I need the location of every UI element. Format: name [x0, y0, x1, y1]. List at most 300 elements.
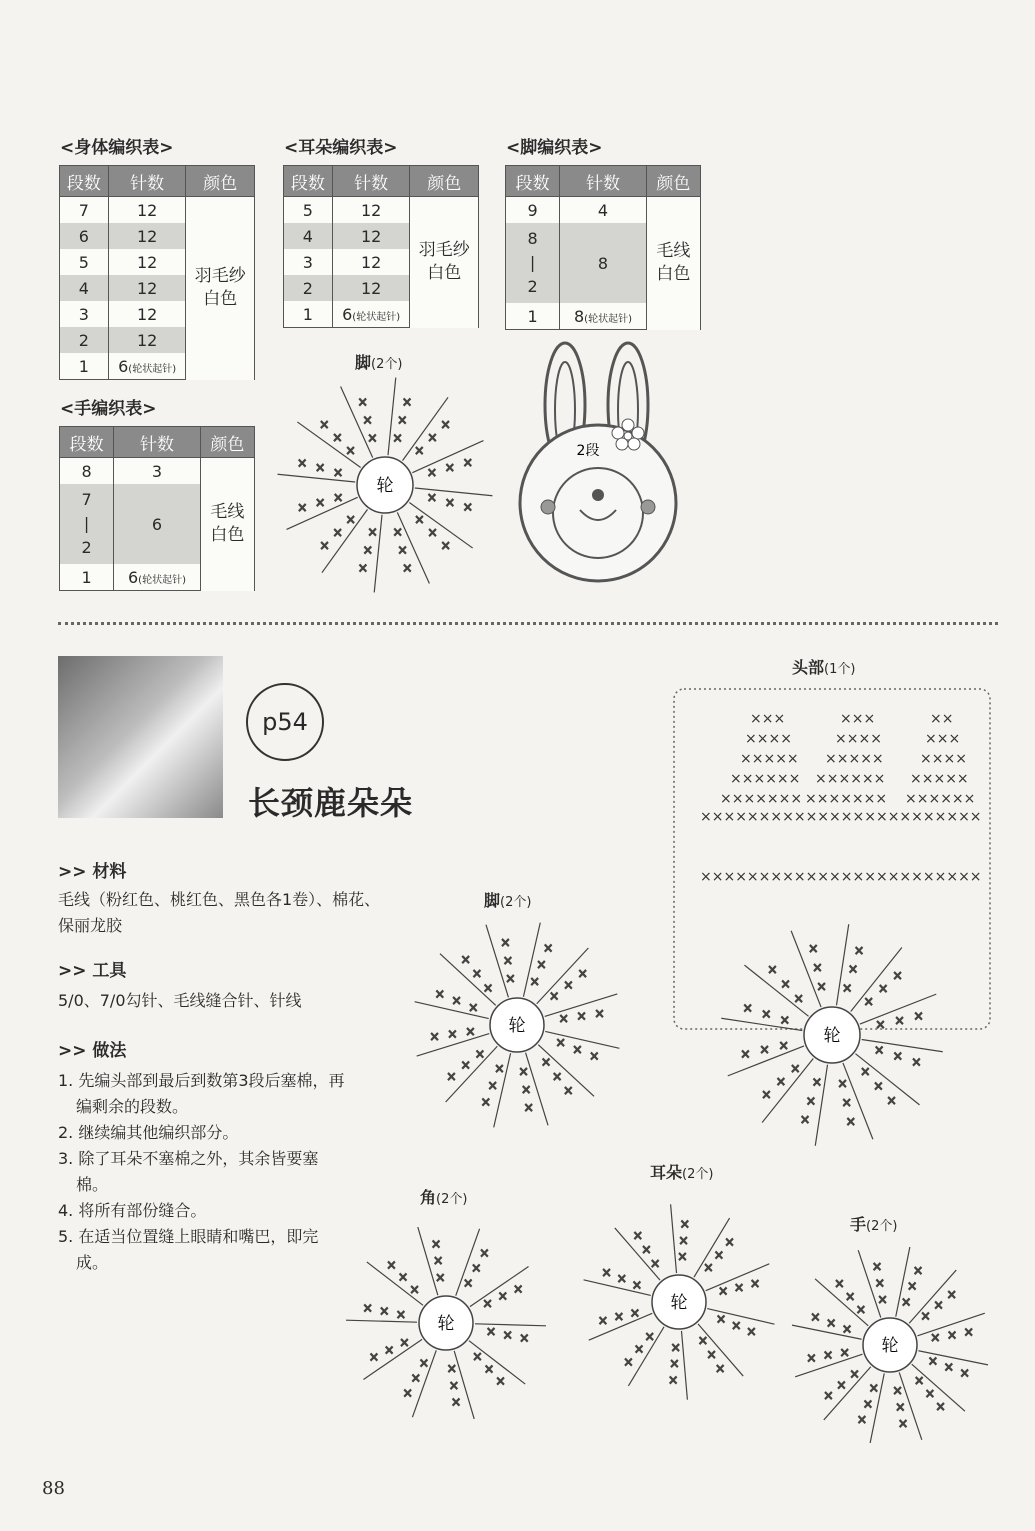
yarn-color	[200, 458, 254, 591]
stitch-mark: ×	[519, 1330, 530, 1345]
stitch-num: 3	[114, 458, 201, 485]
hand-table-title: <手编织表>	[60, 399, 157, 419]
stitch-mark: ×××××××	[720, 791, 803, 807]
stitch-mark: ×	[668, 1373, 679, 1388]
stitch-mark: ×	[806, 1350, 817, 1365]
head-stitch-diagram	[670, 685, 995, 1150]
stitch-mark: ××××××××××××××××××××××××	[700, 809, 982, 825]
stitch-mark: ××	[930, 711, 954, 727]
stitch-mark: ×	[482, 1296, 493, 1311]
stitch-mark: ×	[894, 1013, 905, 1028]
stitch-mark: ×	[468, 1000, 479, 1015]
stitch-mark: ×	[678, 1233, 689, 1248]
stitch-mark: ×	[500, 935, 511, 950]
stitch-mark: ×	[634, 1342, 645, 1357]
row-marker-label: 2段	[576, 443, 600, 459]
row-num: 3	[60, 301, 109, 327]
stitch-mark: ×	[897, 1416, 909, 1431]
stitch-mark: ×	[629, 1305, 640, 1320]
stitch-mark: ×	[775, 1074, 786, 1089]
stitch-mark: ×	[697, 1333, 708, 1348]
stitch-mark: ×	[871, 1259, 883, 1274]
ear-diagram-label	[650, 1160, 713, 1183]
stitch-mark: ×	[549, 988, 560, 1003]
stitch-mark: ×	[495, 1374, 506, 1389]
stitch-num: 12	[108, 223, 186, 249]
stitch-mark: ×	[576, 1008, 587, 1023]
row-num: 8	[60, 458, 114, 485]
col-rows: 段数	[284, 166, 333, 197]
stitch-mark: ×	[946, 1327, 958, 1342]
stitch-mark: ×	[650, 1256, 661, 1271]
hand-diagram-label	[850, 1212, 897, 1235]
stitch-mark: ×	[451, 993, 462, 1008]
stitch-mark: ×	[963, 1325, 974, 1340]
stitch-mark: ×	[812, 960, 823, 975]
stitch-mark: ×	[379, 1304, 390, 1319]
stitch-mark: ×	[333, 490, 344, 505]
stitch-mark: ×	[856, 1412, 867, 1427]
stitch-mark: ××××××	[815, 771, 886, 787]
yarn-color-text: 毛线 白色	[210, 502, 245, 546]
row-num: 1	[284, 301, 333, 328]
row-num: 4	[284, 223, 333, 249]
stitch-mark: ×	[601, 1265, 612, 1280]
diagram-name: 手	[850, 1215, 867, 1234]
stitch-mark: ×	[427, 525, 438, 540]
ring-label: 轮	[881, 1336, 899, 1356]
row-num: 1	[60, 353, 109, 380]
stitch-mark: ×	[863, 994, 874, 1009]
stitch-mark: ×××××	[910, 771, 969, 787]
row-num: 6	[60, 223, 109, 249]
stitch-mark: ×	[706, 1347, 717, 1362]
stitch-mark: ×	[367, 524, 378, 539]
stitch-mark: ×	[395, 1307, 406, 1322]
stitch-mark: ××××××××××××××××××××××××	[700, 869, 982, 885]
foot-stitch-diagram	[405, 915, 630, 1140]
yarn-color	[186, 197, 255, 380]
stitch-mark: ×	[761, 1006, 772, 1021]
stitch-num: 12	[332, 197, 410, 224]
giraffe-photo	[58, 656, 223, 818]
step-item: 4. 将所有部份缝合。	[58, 1201, 207, 1220]
stitch-mark: ×	[594, 1006, 605, 1021]
stitch-mark: ×	[513, 1282, 524, 1297]
stitch-mark: ×	[886, 1093, 897, 1108]
stitch-mark: ×	[392, 524, 403, 539]
col-color: 颜色	[186, 166, 255, 197]
stitch-mark: ×	[427, 430, 438, 445]
stitch-num: 8	[560, 223, 647, 303]
yarn-color	[646, 197, 700, 330]
step-item: 2. 继续编其他编织部分。	[58, 1123, 239, 1142]
stitch-mark: ×	[460, 1058, 471, 1073]
stitch-mark: ×	[435, 1270, 446, 1285]
stitch-mark: ×	[552, 1069, 563, 1084]
stitch-mark: ×	[446, 1069, 457, 1084]
stitch-mark: ×	[333, 465, 344, 480]
stitch-mark: ×	[447, 1027, 458, 1042]
stitch-mark: ×	[848, 962, 859, 977]
col-stitches: 针数	[332, 166, 410, 197]
row-num: 1	[60, 564, 114, 591]
stitch-mark: ×	[429, 1029, 440, 1044]
stitch-mark: ×	[855, 1302, 866, 1317]
stitch-mark: ×	[460, 952, 471, 967]
stitch-mark: ×	[502, 1327, 513, 1342]
stitch-mark: ×	[877, 1292, 888, 1307]
ring-label: 轮	[823, 1026, 841, 1046]
row-range: 7 | 2	[60, 484, 114, 564]
stitch-mark: ×	[779, 1012, 790, 1027]
diagram-count: (2个)	[500, 895, 532, 910]
stitch-mark: ×	[418, 1356, 429, 1371]
yarn-color	[410, 197, 479, 328]
stitch-mark: ×	[297, 455, 308, 470]
method-steps	[58, 1068, 348, 1276]
stitch-mark: ×	[805, 1093, 816, 1108]
row-num: 9	[506, 197, 560, 224]
stitch-num: 12	[108, 301, 186, 327]
stitch-mark: ×××××	[740, 751, 799, 767]
diagram-count: (1个)	[824, 662, 856, 677]
ring-start-note: (轮状起针)	[138, 574, 186, 586]
foot-diagram-label	[484, 888, 531, 911]
stitch-mark: ×	[362, 1301, 373, 1316]
stitch-mark: ×	[845, 1289, 856, 1304]
stitch-mark: ×	[426, 465, 437, 480]
stitch-mark: ×	[907, 1279, 918, 1294]
stitch-mark: ×	[616, 1271, 627, 1286]
stitch-mark: ×	[808, 941, 819, 956]
stitch-mark: ×	[613, 1309, 624, 1324]
stitch-mark: ×	[713, 1247, 724, 1262]
stitch-mark: ×	[731, 1318, 742, 1333]
stitch-mark: ×	[853, 943, 865, 958]
stitch-mark: ×	[669, 1356, 680, 1371]
stitch-mark: ××××××	[905, 791, 976, 807]
stitch-mark: ×	[644, 1329, 655, 1344]
stitch-mark: ×	[448, 1378, 459, 1393]
stitch-mark: ×××××××	[805, 791, 888, 807]
stitch-mark: ×	[462, 500, 473, 515]
stitch-mark: ×	[397, 1270, 409, 1285]
stitch-mark: ×	[523, 1100, 534, 1115]
stitch-mark: ×	[842, 980, 853, 995]
hand-knit-table	[59, 426, 255, 591]
yarn-color-text: 羽毛纱 白色	[418, 240, 470, 284]
stitch-num	[332, 301, 410, 328]
ring-label: 轮	[508, 1016, 526, 1036]
stitch-mark: ×	[742, 1000, 753, 1015]
stitch-mark: ×	[362, 542, 373, 557]
stitch-mark: ×	[319, 417, 330, 432]
row-num: 5	[284, 197, 333, 224]
stitch-mark: ×	[927, 1354, 938, 1369]
stitch-mark: ×	[345, 443, 356, 458]
method-heading: >> 做法	[58, 1041, 127, 1061]
ring-start-note: (轮状起针)	[584, 313, 632, 325]
stitch-mark: ×	[799, 1112, 811, 1127]
stitch-num	[108, 353, 186, 380]
col-stitches: 针数	[108, 166, 186, 197]
stitch-mark: ×	[849, 1367, 860, 1382]
stitch-mark: ××××	[920, 751, 967, 767]
stitch-mark: ×	[482, 980, 494, 995]
col-stitches: 针数	[560, 166, 647, 197]
ring-start-note: (轮状起针)	[352, 311, 401, 323]
stitch-mark: ×	[479, 1246, 490, 1261]
row-num: 4	[60, 275, 109, 301]
ear-knit-table	[283, 165, 479, 328]
row-num: 1	[506, 303, 560, 330]
stitch-mark: ×	[816, 979, 827, 994]
stitch-mark: ××××××	[730, 771, 801, 787]
stitch-value: 6	[127, 567, 139, 587]
stitch-mark: ×	[563, 1083, 574, 1098]
stitch-mark: ×	[823, 1388, 834, 1403]
stitch-mark: ×	[505, 971, 516, 986]
stitch-mark: ×	[472, 1349, 483, 1364]
col-rows: 段数	[60, 166, 109, 197]
stitch-mark: ×	[399, 1335, 410, 1350]
stitch-mark: ×	[577, 966, 588, 981]
row-num: 2	[284, 275, 333, 301]
stitch-mark: ×	[444, 460, 455, 475]
stitch-mark: ×	[759, 1042, 770, 1057]
stitch-mark: ×	[558, 1011, 569, 1026]
stitch-value: 6	[118, 356, 129, 376]
stitch-mark: ×	[368, 1349, 379, 1364]
stitch-mark: ×	[397, 413, 408, 428]
horn-diagram-label	[420, 1185, 467, 1208]
ring-label: 轮	[670, 1293, 688, 1313]
hand-stitch-diagram	[785, 1235, 995, 1450]
spoke-line	[346, 1320, 417, 1322]
rabbit-head-illustration	[510, 335, 690, 605]
ear-table-title: <耳朵编织表>	[284, 138, 398, 158]
horn-stitch-diagram	[340, 1215, 555, 1430]
ear-stitch-diagram	[575, 1190, 785, 1405]
stitch-mark: ×	[402, 1385, 413, 1400]
section-divider	[58, 622, 998, 625]
ring-start-note: (轮状起针)	[128, 363, 177, 375]
stitch-mark: ×	[670, 1340, 681, 1355]
row-num: 2	[60, 327, 109, 353]
col-color: 颜色	[200, 427, 254, 458]
stitch-mark: ×	[367, 431, 378, 446]
stitch-num: 12	[108, 275, 186, 301]
stitch-mark: ×	[868, 1380, 879, 1395]
foot-table-title: <脚编织表>	[506, 138, 603, 158]
stitch-mark: ×	[911, 1055, 922, 1070]
stitch-mark: ×	[518, 1064, 529, 1079]
stitch-mark: ×	[540, 1055, 552, 1070]
diagram-name: 耳朵	[650, 1163, 683, 1182]
stitch-mark: ×	[384, 1342, 395, 1357]
stitch-mark: ×	[740, 1046, 751, 1061]
stitch-mark: ×	[822, 1348, 834, 1363]
diagram-count: (2个)	[371, 357, 403, 372]
materials-heading: >> 材料	[58, 862, 127, 882]
stitch-mark: ×	[750, 1276, 761, 1291]
stitch-mark: ×	[933, 1298, 944, 1313]
stitch-mark: ×××××	[825, 751, 884, 767]
stitch-mark: ×	[913, 1009, 924, 1024]
stitch-mark: ×	[502, 953, 513, 968]
row-range: 8 | 2	[506, 223, 560, 303]
spoke-line	[681, 1331, 687, 1400]
stitch-mark: ×	[555, 1035, 566, 1050]
stitch-mark: ×	[895, 1399, 906, 1414]
stitch-mark: ×	[920, 1308, 931, 1323]
stitch-mark: ×	[414, 512, 425, 527]
stitch-mark: ×	[402, 560, 413, 575]
stitch-mark: ×	[357, 560, 368, 575]
stitch-mark: ×	[521, 1082, 532, 1097]
stitch-mark: ×	[319, 538, 330, 553]
stitch-num: 12	[108, 249, 186, 275]
step-item: 5. 在适当位置缝上眼睛和嘴巴，即完成。	[58, 1227, 319, 1272]
stitch-mark: ×	[767, 962, 778, 977]
stitch-mark: ×	[913, 1263, 924, 1278]
stitch-mark: ×	[483, 1361, 495, 1376]
stitch-mark: ×	[930, 1330, 941, 1345]
stitch-mark: ×	[471, 1260, 482, 1275]
stitch-mark: ×	[486, 1324, 497, 1339]
yarn-color-text: 毛线 白色	[656, 241, 691, 285]
stitch-mark: ×××	[840, 711, 876, 727]
materials-text: 毛线（粉红色、桃红色、黑色各1卷）、棉花、保丽龙胶	[58, 890, 381, 935]
stitch-mark: ×	[874, 1276, 885, 1291]
stitch-mark: ×	[746, 1324, 757, 1339]
tools-text: 5/0、7/0勾针、毛线缝合针、针线	[58, 991, 302, 1010]
stitch-mark: ×	[842, 1321, 853, 1336]
stitch-mark: ×	[862, 1396, 873, 1411]
stitch-mark: ×××	[750, 711, 786, 727]
top-foot-stitch-diagram	[270, 370, 500, 600]
stitch-mark: ×	[924, 1386, 935, 1401]
step-item: 3. 除了耳朵不塞棉之外，其余皆要塞棉。	[58, 1149, 319, 1194]
stitch-num: 6	[114, 484, 201, 564]
stitch-mark: ×	[589, 1049, 600, 1064]
stitch-mark: ×	[631, 1277, 642, 1292]
stitch-num: 12	[332, 275, 410, 301]
stitch-mark: ×	[892, 1049, 903, 1064]
stitch-mark: ×	[943, 1360, 954, 1375]
stitch-num: 12	[332, 223, 410, 249]
project-title: 长颈鹿朵朵	[248, 784, 414, 822]
diagram-count: (2个)	[866, 1219, 898, 1234]
stitch-mark: ×	[811, 1075, 822, 1090]
diagram-name: 脚	[355, 353, 372, 372]
page-number: 88	[42, 1478, 65, 1499]
stitch-mark: ×	[632, 1228, 643, 1243]
stitch-mark: ×	[563, 977, 574, 992]
head-upper-rows	[700, 711, 982, 885]
tools-heading: >> 工具	[58, 961, 127, 981]
stitch-mark: ×	[315, 495, 326, 510]
stitch-mark: ×××	[925, 731, 961, 747]
ring-label: 轮	[437, 1314, 455, 1334]
stitch-mark: ×	[444, 495, 455, 510]
stitch-mark: ×	[529, 974, 540, 989]
stitch-mark: ×	[878, 981, 889, 996]
stitch-mark: ×	[834, 1276, 845, 1291]
stitch-mark: ×	[935, 1399, 946, 1414]
stitch-mark: ×	[332, 525, 343, 540]
stitch-num	[114, 564, 201, 591]
stitch-mark: ×	[716, 1312, 727, 1327]
yarn-color-text: 羽毛纱 白色	[194, 266, 246, 310]
step-item: 1. 先编头部到最后到数第3段后塞棉，再编剩余的段数。	[58, 1071, 345, 1116]
stitch-mark: ×	[409, 1282, 420, 1297]
stitch-mark: ×	[433, 1253, 444, 1268]
stitch-mark: ×	[761, 1087, 772, 1102]
stitch-mark: ×	[623, 1354, 634, 1369]
stitch-mark: ×	[440, 538, 451, 553]
stitch-mark: ×	[362, 413, 373, 428]
stitch-mark: ×	[715, 1361, 726, 1376]
stitch-mark: ×	[474, 1047, 485, 1062]
flower-icon	[612, 419, 644, 450]
stitch-mark: ×	[572, 1042, 583, 1057]
stitch-mark: ×	[414, 443, 425, 458]
stitch-mark: ×	[543, 940, 554, 955]
stitch-num: 12	[108, 197, 186, 224]
diagram-name: 脚	[484, 891, 501, 910]
ring-label: 轮	[376, 476, 394, 496]
stitch-mark: ×	[402, 395, 413, 410]
body-table-title: <身体编织表>	[60, 138, 174, 158]
col-color: 颜色	[410, 166, 479, 197]
stitch-mark: ×	[397, 542, 408, 557]
stitch-num: 12	[332, 249, 410, 275]
stitch-mark: ×	[790, 1061, 801, 1076]
stitch-mark: ×	[465, 1024, 476, 1039]
stitch-mark: ×	[839, 1345, 850, 1360]
stitch-mark: ×	[724, 1235, 735, 1250]
col-rows: 段数	[60, 427, 114, 458]
stitch-mark: ×	[332, 430, 343, 445]
stitch-mark: ×	[892, 1383, 903, 1398]
stitch-mark: ×	[426, 490, 437, 505]
stitch-mark: ×	[471, 966, 482, 981]
stitch-mark: ×	[494, 1061, 505, 1076]
stitch-mark: ×	[297, 500, 308, 515]
row-num: 7	[60, 197, 109, 224]
stitch-mark: ×	[434, 986, 445, 1001]
stitch-mark: ×	[836, 1377, 847, 1392]
page-reference-badge: p54	[246, 683, 324, 761]
stitch-num: 4	[560, 197, 647, 224]
stitch-mark: ×	[778, 1038, 789, 1053]
stitch-mark: ×	[487, 1078, 498, 1093]
stitch-mark: ×	[463, 1275, 474, 1290]
stitch-mark: ×	[734, 1280, 745, 1295]
stitch-value: 6	[342, 304, 353, 324]
stitch-mark: ×	[841, 1095, 852, 1110]
stitch-mark: ×	[410, 1371, 421, 1386]
stitch-mark: ×	[430, 1236, 442, 1251]
stitch-mark: ×	[826, 1315, 837, 1330]
stitch-mark: ×	[837, 1076, 848, 1091]
row-num: 3	[284, 249, 333, 275]
diagram-name: 头部	[792, 658, 825, 677]
stitch-mark: ×	[357, 395, 368, 410]
stitch-mark: ×	[315, 460, 326, 475]
